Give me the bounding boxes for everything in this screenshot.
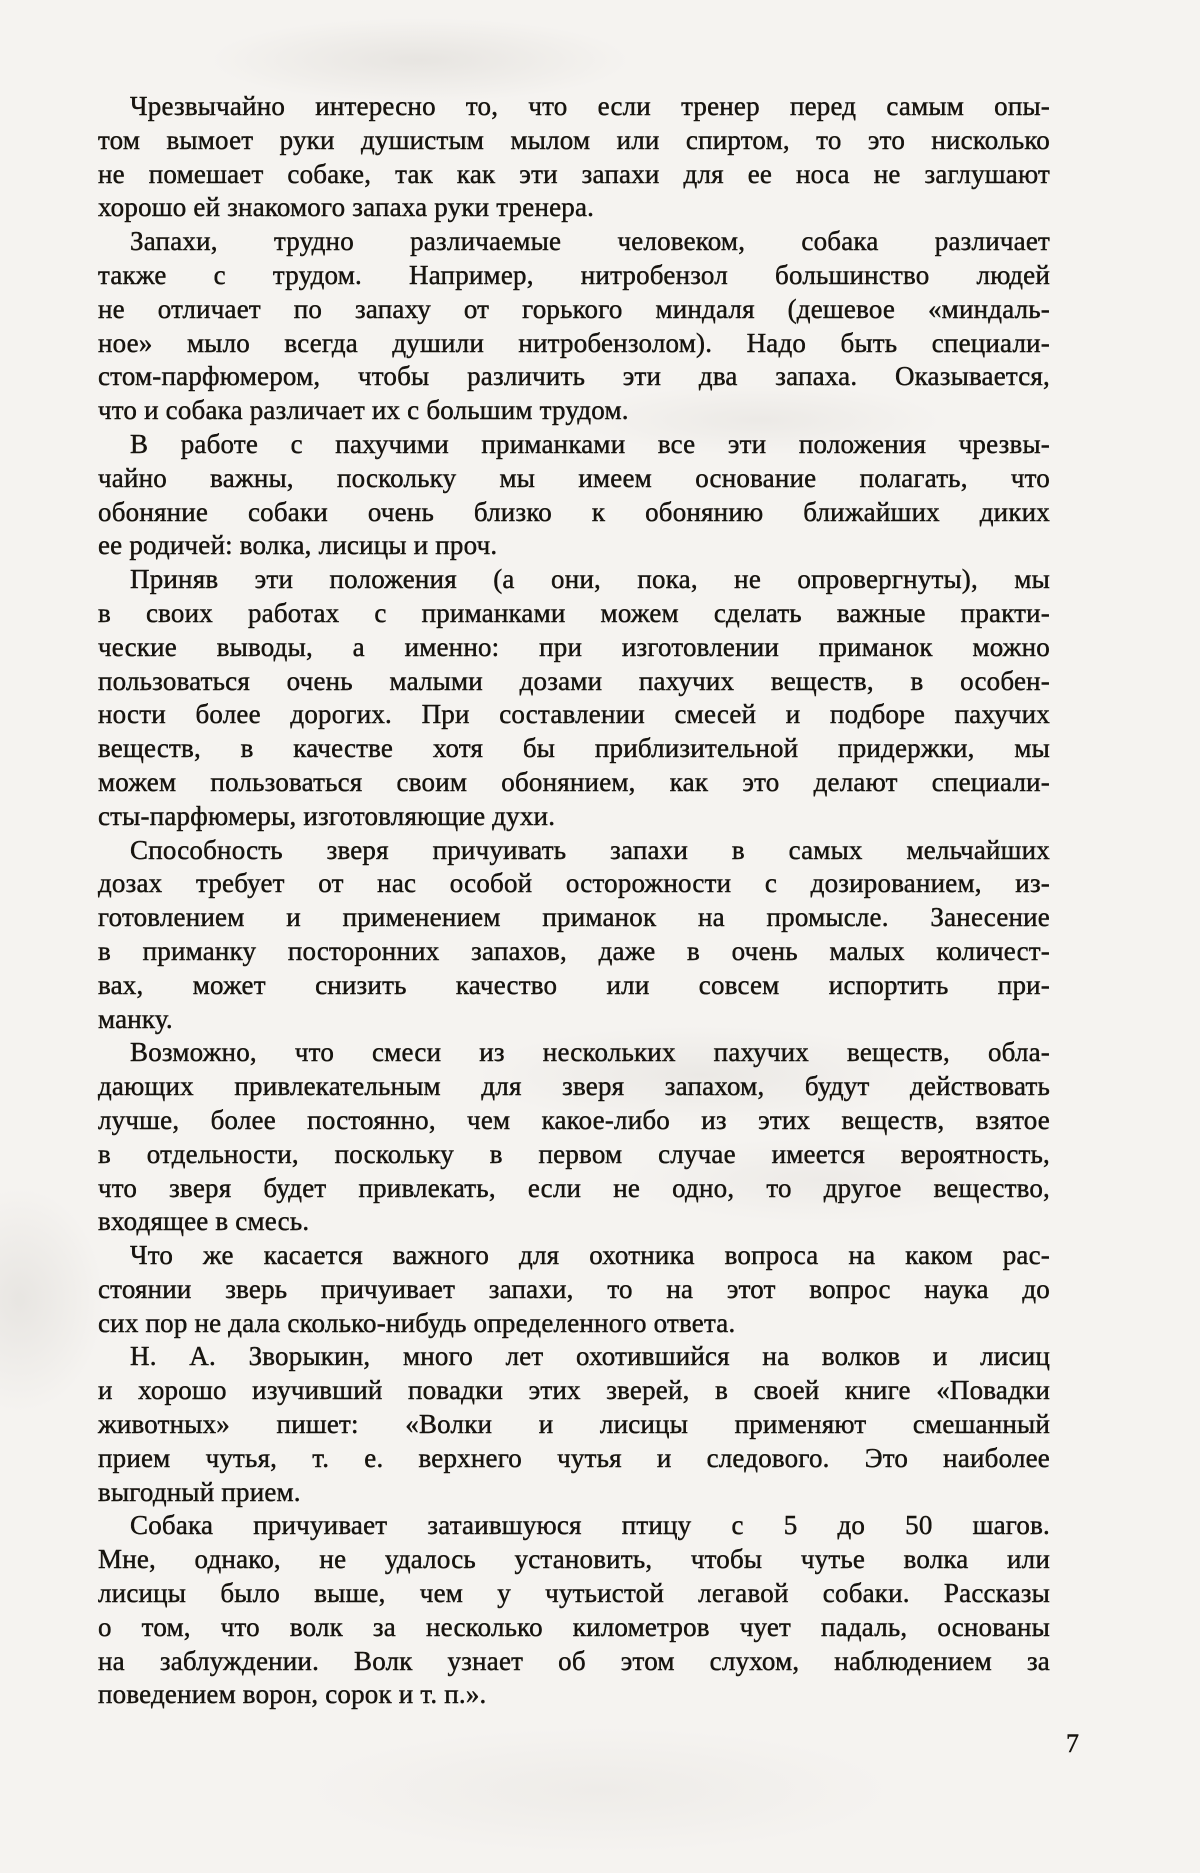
text-line: сих пор не дала сколько-нибудь определенного ответа.: [98, 1307, 736, 1338]
text-line: Возможно, что смеси из нескольких пахучих веществ, обла-: [130, 1037, 1050, 1068]
text-line: Приняв эти положения (а они, пока, не опровергнуты), мы: [130, 564, 1050, 595]
text-line: что и собака различает их с большим трудом.: [98, 395, 629, 426]
paragraph: [98, 90, 1050, 225]
text-line: В работе с пахучими приманками все эти положения чрезвы-: [130, 428, 1050, 459]
text-block: [98, 90, 1050, 1712]
text-line: можем пользоваться своим обонянием, как это делают специали-: [98, 766, 1050, 797]
text-line: лучше, более постоянно, чем какое-либо из этих веществ, взятое: [98, 1104, 1050, 1135]
paragraph: [98, 1509, 1050, 1712]
text-line: ее родичей: волка, лисицы и проч.: [98, 530, 498, 561]
text-line: хорошо ей знакомого запаха руки тренера.: [98, 192, 595, 223]
paragraph: [98, 428, 1050, 563]
text-line: поведением ворон, сорок и т. п.».: [98, 1679, 487, 1710]
text-line: стом-парфюмером, чтобы различить эти два запаха. Оказывается,: [98, 361, 1050, 392]
text-line: не помешает собаке, так как эти запахи для ее носа не заглушают: [98, 158, 1050, 189]
text-line: Н. А. Зворыкин, много лет охотившийся на волков и лисиц: [130, 1341, 1050, 1372]
paragraph: [98, 225, 1050, 428]
paragraph: [98, 1340, 1050, 1509]
text-line: не отличает по запаху от горького миндаля (дешевое «миндаль-: [98, 293, 1050, 324]
text-line: стоянии зверь причуивает запахи, то на этот вопрос наука до: [98, 1273, 1050, 1304]
text-line: манку.: [98, 1003, 173, 1034]
text-line: чайно важны, поскольку мы имеем основание полагать, что: [98, 462, 1050, 493]
text-line: животных» пишет: «Волки и лисицы применяют смешанный: [98, 1409, 1050, 1440]
text-line: готовлением и применением приманок на промысле. Занесение: [98, 902, 1050, 933]
text-line: ческие выводы, а именно: при изготовлении приманок можно: [98, 631, 1050, 662]
text-line: и хорошо изучивший повадки этих зверей, в своей книге «Повадки: [98, 1375, 1050, 1406]
text-line: Собака причуивает затаившуюся птицу с 5 до 50 шагов.: [130, 1510, 1050, 1541]
text-line: сты-парфюмеры, изготовляющие духи.: [98, 800, 556, 831]
text-line: также с трудом. Например, нитробензол большинство людей: [98, 259, 1050, 290]
paragraph: [98, 563, 1050, 833]
text-line: в приманку посторонних запахов, даже в очень малых количест-: [98, 935, 1050, 966]
text-line: Мне, однако, не удалось установить, чтобы чутье волка или: [98, 1544, 1050, 1575]
text-line: вах, может снизить качество или совсем испортить при-: [98, 969, 1050, 1000]
text-line: в отдельности, поскольку в первом случае имеется вероятность,: [98, 1138, 1050, 1169]
text-line: пользоваться очень малыми дозами пахучих веществ, в особен-: [98, 665, 1050, 696]
text-line: что зверя будет привлекать, если не одно, то другое вещество,: [98, 1172, 1050, 1203]
text-line: Что же касается важного для охотника вопроса на каком рас-: [130, 1240, 1050, 1271]
text-line: на заблуждении. Волк узнает об этом слухом, наблюдением за: [98, 1645, 1050, 1676]
text-line: ности более дорогих. При составлении смесей и подборе пахучих: [98, 699, 1050, 730]
text-line: в своих работах с приманками можем сделать важные практи-: [98, 597, 1050, 628]
text-line: Способность зверя причуивать запахи в самых мельчайших: [130, 834, 1050, 865]
text-line: ное» мыло всегда душили нитробензолом). Надо быть специали-: [98, 327, 1050, 358]
text-line: о том, что волк за несколько километров чует падаль, основаны: [98, 1611, 1050, 1642]
page-number: 7: [1066, 1729, 1079, 1758]
text-line: дающих привлекательным для зверя запахом, будут действовать: [98, 1071, 1050, 1102]
text-line: дозах требует от нас особой осторожности с дозированием, из-: [98, 868, 1050, 899]
text-line: выгодный прием.: [98, 1476, 301, 1507]
text-line: прием чутья, т. е. верхнего чутья и следового. Это наиболее: [98, 1442, 1050, 1473]
paragraph: [98, 834, 1050, 1037]
text-line: входящее в смесь.: [98, 1206, 310, 1237]
paragraph: [98, 1239, 1050, 1340]
text-line: том вымоет руки душистым мылом или спиртом, то это нисколько: [98, 124, 1050, 155]
text-line: Чрезвычайно интересно то, что если тренер перед самым опы-: [130, 91, 1050, 121]
text-line: Запахи, трудно различаемые человеком, собака различает: [130, 226, 1050, 257]
text-line: веществ, в качестве хотя бы приблизительной придержки, мы: [98, 733, 1050, 764]
text-line: обоняние собаки очень близко к обонянию ближайших диких: [98, 496, 1050, 527]
text-line: лисицы было выше, чем у чутьистой легавой собаки. Рассказы: [98, 1578, 1050, 1609]
paragraph: [98, 1036, 1050, 1239]
